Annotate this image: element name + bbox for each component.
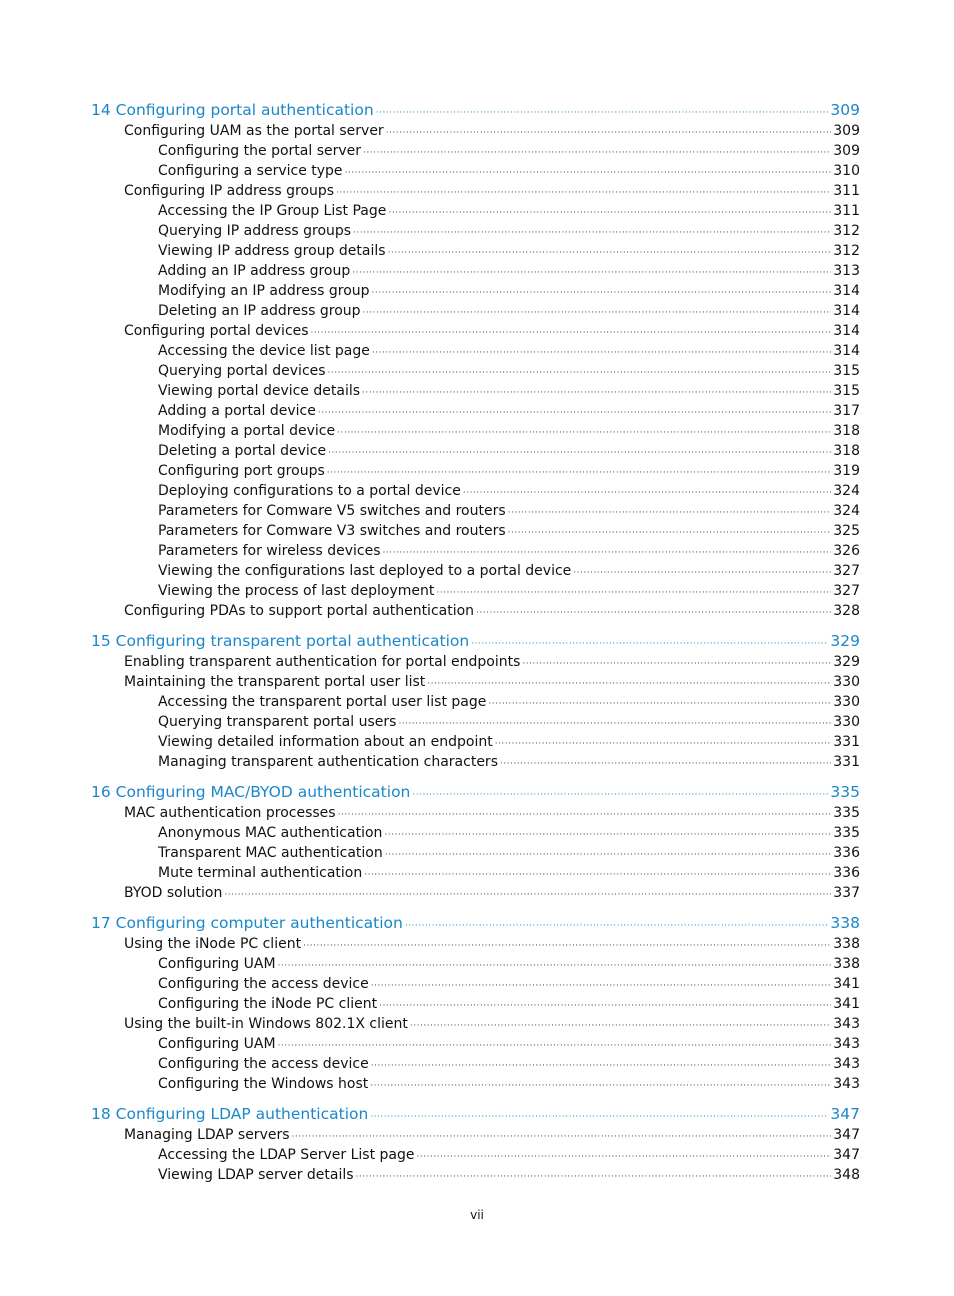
page-number: vii <box>470 1208 484 1222</box>
dot-leader <box>371 976 832 996</box>
toc-entry-title: Configuring the portal server <box>158 143 362 159</box>
toc-entry[interactable] <box>91 732 860 752</box>
dot-leader <box>385 845 832 865</box>
toc-entry-page: 347 <box>833 1127 860 1143</box>
dot-leader <box>328 443 831 463</box>
toc-entry[interactable] <box>91 201 860 221</box>
toc-entry-title: Enabling transparent authentication for portal endpoints <box>124 654 521 670</box>
toc-entry-page: 326 <box>833 543 860 559</box>
dot-leader <box>224 885 831 905</box>
toc-entry-page: 329 <box>833 654 860 670</box>
toc-entry-page: 328 <box>833 603 860 619</box>
toc-entry-title: BYOD solution <box>124 885 223 901</box>
toc-entry[interactable] <box>91 121 860 141</box>
toc-entry-page: 311 <box>833 203 860 219</box>
toc-entry-title: Configuring the access device <box>158 976 369 992</box>
toc-entry[interactable] <box>91 301 860 321</box>
toc-entry-title: Configuring the Windows host <box>158 1076 369 1092</box>
toc-entry-page: 348 <box>833 1167 860 1183</box>
toc-entry[interactable] <box>91 581 860 601</box>
toc-entry-title: Transparent MAC authentication <box>158 845 383 861</box>
toc-entry-title: Querying IP address groups <box>158 223 352 239</box>
dot-leader <box>363 143 831 163</box>
dot-leader <box>471 634 828 655</box>
toc-entry[interactable] <box>91 823 860 843</box>
dot-leader <box>278 956 832 976</box>
toc-entry[interactable] <box>91 601 860 621</box>
toc-entry-page: 318 <box>833 423 860 439</box>
toc-entry-page: 341 <box>833 976 860 992</box>
toc-entry-page: 314 <box>833 283 860 299</box>
toc-entry[interactable] <box>91 883 860 903</box>
dot-leader <box>363 303 832 323</box>
toc-entry-page: 330 <box>833 674 860 690</box>
dot-leader <box>508 523 832 543</box>
toc-entry-page: 338 <box>833 936 860 952</box>
toc-entry[interactable] <box>91 1165 860 1185</box>
toc-entry[interactable] <box>91 692 860 712</box>
toc-entry[interactable] <box>91 803 860 823</box>
toc-entry-page: 331 <box>833 734 860 750</box>
toc-entry[interactable] <box>91 672 860 692</box>
dot-leader <box>417 1147 832 1167</box>
dot-leader <box>410 1016 831 1036</box>
toc-entry-title: Parameters for Comware V3 switches and routers <box>158 523 506 539</box>
toc-entry[interactable] <box>91 401 860 421</box>
toc-entry-page: 336 <box>833 845 860 861</box>
toc-entry-title: Configuring port groups <box>158 463 325 479</box>
toc-entry[interactable] <box>91 421 860 441</box>
dot-leader <box>353 223 831 243</box>
toc-entry[interactable] <box>91 994 860 1014</box>
toc-entry-title: Configuring portal devices <box>124 323 309 339</box>
toc-entry-title: 16 Configuring MAC/BYOD authentication <box>91 783 411 801</box>
toc-entry[interactable] <box>91 281 860 301</box>
dot-leader <box>345 163 832 183</box>
toc-entry-page: 315 <box>833 383 860 399</box>
dot-leader <box>372 343 831 363</box>
toc-entry-page: 335 <box>830 783 860 801</box>
toc-entry[interactable] <box>91 461 860 481</box>
dot-leader <box>336 183 831 203</box>
dot-leader <box>500 754 831 774</box>
toc-entry-page: 314 <box>833 303 860 319</box>
toc-entry-page: 347 <box>830 1105 860 1123</box>
toc-entry-title: Configuring PDAs to support portal authentication <box>124 603 475 619</box>
toc-entry-title: Viewing portal device details <box>158 383 361 399</box>
dot-leader <box>303 936 831 956</box>
toc-entry[interactable] <box>91 863 860 883</box>
dot-leader <box>405 916 829 937</box>
toc-entry-page: 314 <box>833 323 860 339</box>
toc-entry-title: Maintaining the transparent portal user list <box>124 674 426 690</box>
toc-entry-title: Viewing LDAP server details <box>158 1167 354 1183</box>
toc-entry[interactable] <box>91 561 860 581</box>
toc-entry-page: 329 <box>830 632 860 650</box>
toc-entry-page: 343 <box>833 1036 860 1052</box>
toc-entry-title: Adding a portal device <box>158 403 316 419</box>
toc-entry-title: 14 Configuring portal authentication <box>91 101 374 119</box>
toc-entry-page: 338 <box>833 956 860 972</box>
toc-entry[interactable] <box>91 261 860 281</box>
toc-entry-page: 337 <box>833 885 860 901</box>
dot-leader <box>495 734 832 754</box>
toc-entry[interactable] <box>91 712 860 732</box>
dot-leader <box>379 996 831 1016</box>
dot-leader <box>383 543 832 563</box>
toc-entry-title: Deleting an IP address group <box>158 303 361 319</box>
toc-entry-title: Accessing the IP Group List Page <box>158 203 387 219</box>
toc-entry-page: 327 <box>833 563 860 579</box>
dot-leader <box>364 865 831 885</box>
toc-entry-page: 309 <box>833 143 860 159</box>
toc-entry[interactable] <box>91 954 860 974</box>
toc-entry-page: 309 <box>830 101 860 119</box>
toc-entry-page: 315 <box>833 363 860 379</box>
toc-entry-title: Using the iNode PC client <box>124 936 302 952</box>
dot-leader <box>278 1036 832 1056</box>
toc-entry-title: Configuring the access device <box>158 1056 369 1072</box>
dot-leader <box>370 1107 828 1128</box>
dot-leader <box>372 283 832 303</box>
dot-leader <box>488 694 831 714</box>
toc-entry-page: 347 <box>833 1147 860 1163</box>
toc-entry-page: 343 <box>833 1056 860 1072</box>
toc-entry[interactable] <box>91 181 860 201</box>
toc-entry-page: 331 <box>833 754 860 770</box>
toc-entry-title: Deleting a portal device <box>158 443 327 459</box>
toc-entry-title: Configuring IP address groups <box>124 183 335 199</box>
dot-leader <box>388 203 831 223</box>
toc-entry-page: 312 <box>833 223 860 239</box>
toc-entry-page: 343 <box>833 1076 860 1092</box>
toc-entry-page: 327 <box>833 583 860 599</box>
dot-leader <box>311 323 832 343</box>
toc-entry-page: 317 <box>833 403 860 419</box>
dot-leader <box>292 1127 832 1147</box>
toc-entry-title: Configuring a service type <box>158 163 343 179</box>
toc-entry[interactable] <box>91 652 860 672</box>
dot-leader <box>573 563 831 583</box>
dot-leader <box>337 423 831 443</box>
toc-entry-page: 335 <box>833 825 860 841</box>
toc-entry[interactable] <box>91 1074 860 1094</box>
toc-entry-page: 313 <box>833 263 860 279</box>
toc-entry-page: 343 <box>833 1016 860 1032</box>
toc-entry-page: 338 <box>830 914 860 932</box>
dot-leader <box>384 825 831 845</box>
dot-leader <box>376 103 829 124</box>
toc-entry[interactable] <box>91 321 860 341</box>
toc-entry-page: 319 <box>833 463 860 479</box>
dot-leader <box>388 243 832 263</box>
toc-entry-page: 318 <box>833 443 860 459</box>
toc-entry-page: 311 <box>833 183 860 199</box>
dot-leader <box>318 403 831 423</box>
toc-entry-title: 17 Configuring computer authentication <box>91 914 403 932</box>
toc-entry[interactable] <box>91 974 860 994</box>
dot-leader <box>338 805 832 825</box>
toc-entry-title: Parameters for Comware V5 switches and routers <box>158 503 506 519</box>
toc-entry[interactable] <box>91 1034 860 1054</box>
toc-entry-title: Managing transparent authentication characters <box>158 754 498 770</box>
toc-entry-page: 325 <box>833 523 860 539</box>
toc-entry-title: Modifying an IP address group <box>158 283 370 299</box>
toc-entry[interactable] <box>91 161 860 181</box>
toc-entry-title: Accessing the LDAP Server List page <box>158 1147 415 1163</box>
toc-entry-page: 310 <box>833 163 860 179</box>
dot-leader <box>352 263 831 283</box>
dot-leader <box>398 714 831 734</box>
table-of-contents <box>91 100 860 1185</box>
dot-leader <box>356 1167 832 1187</box>
toc-entry-title: 18 Configuring LDAP authentication <box>91 1105 369 1123</box>
toc-entry-page: 336 <box>833 865 860 881</box>
toc-entry-title: Anonymous MAC authentication <box>158 825 383 841</box>
toc-entry[interactable] <box>91 441 860 461</box>
toc-entry[interactable] <box>91 1054 860 1074</box>
toc-entry[interactable] <box>91 501 860 521</box>
dot-leader <box>436 583 831 603</box>
dot-leader <box>370 1076 831 1096</box>
dot-leader <box>412 785 828 806</box>
toc-entry-title: Modifying a portal device <box>158 423 336 439</box>
toc-entry-title: Accessing the transparent portal user list page <box>158 694 487 710</box>
toc-entry-page: 341 <box>833 996 860 1012</box>
toc-entry[interactable] <box>91 934 860 954</box>
dot-leader <box>362 383 831 403</box>
toc-entry[interactable] <box>91 521 860 541</box>
toc-entry-title: MAC authentication processes <box>124 805 336 821</box>
toc-entry-title: Viewing the process of last deployment <box>158 583 435 599</box>
dot-leader <box>463 483 831 503</box>
dot-leader <box>371 1056 832 1076</box>
toc-entry-title: Mute terminal authentication <box>158 865 363 881</box>
dot-leader <box>327 463 832 483</box>
toc-entry-page: 330 <box>833 694 860 710</box>
toc-entry-title: Parameters for wireless devices <box>158 543 381 559</box>
toc-entry[interactable] <box>91 341 860 361</box>
toc-entry-title: Viewing detailed information about an endpoint <box>158 734 493 750</box>
dot-leader <box>522 654 831 674</box>
toc-entry[interactable] <box>91 221 860 241</box>
toc-entry-page: 314 <box>833 343 860 359</box>
dot-leader <box>427 674 831 694</box>
toc-entry-page: 330 <box>833 714 860 730</box>
toc-entry-title: Viewing IP address group details <box>158 243 386 259</box>
toc-entry-page: 324 <box>833 503 860 519</box>
toc-entry-title: Querying portal devices <box>158 363 326 379</box>
toc-chapter-entry[interactable] <box>91 913 860 934</box>
toc-entry[interactable] <box>91 541 860 561</box>
dot-leader <box>476 603 831 623</box>
toc-entry-title: Configuring the iNode PC client <box>158 996 378 1012</box>
toc-entry-title: Configuring UAM <box>158 956 276 972</box>
dot-leader <box>386 123 832 143</box>
toc-entry[interactable] <box>91 361 860 381</box>
toc-entry[interactable] <box>91 1145 860 1165</box>
toc-entry[interactable] <box>91 141 860 161</box>
toc-entry-title: Adding an IP address group <box>158 263 351 279</box>
toc-entry-page: 335 <box>833 805 860 821</box>
toc-chapter-entry[interactable] <box>91 100 860 121</box>
toc-entry[interactable] <box>91 843 860 863</box>
toc-entry-title: Accessing the device list page <box>158 343 370 359</box>
toc-entry-title: Configuring UAM <box>158 1036 276 1052</box>
toc-entry[interactable] <box>91 1014 860 1034</box>
toc-entry-title: Managing LDAP servers <box>124 1127 290 1143</box>
toc-chapter-entry[interactable] <box>91 782 860 803</box>
toc-chapter-entry[interactable] <box>91 631 860 652</box>
toc-entry-title: Configuring UAM as the portal server <box>124 123 384 139</box>
toc-entry-title: Using the built-in Windows 802.1X client <box>124 1016 408 1032</box>
toc-entry-page: 312 <box>833 243 860 259</box>
toc-entry-title: Querying transparent portal users <box>158 714 397 730</box>
toc-entry-page: 309 <box>833 123 860 139</box>
dot-leader <box>328 363 832 383</box>
dot-leader <box>508 503 832 523</box>
toc-entry[interactable] <box>91 752 860 772</box>
toc-entry-title: Viewing the configurations last deployed to a portal device <box>158 563 572 579</box>
toc-entry[interactable] <box>91 481 860 501</box>
toc-entry-title: 15 Configuring transparent portal authentication <box>91 632 470 650</box>
toc-entry-title: Deploying configurations to a portal device <box>158 483 461 499</box>
toc-entry[interactable] <box>91 381 860 401</box>
toc-entry-page: 324 <box>833 483 860 499</box>
toc-entry[interactable] <box>91 1125 860 1145</box>
toc-entry[interactable] <box>91 241 860 261</box>
toc-chapter-entry[interactable] <box>91 1104 860 1125</box>
